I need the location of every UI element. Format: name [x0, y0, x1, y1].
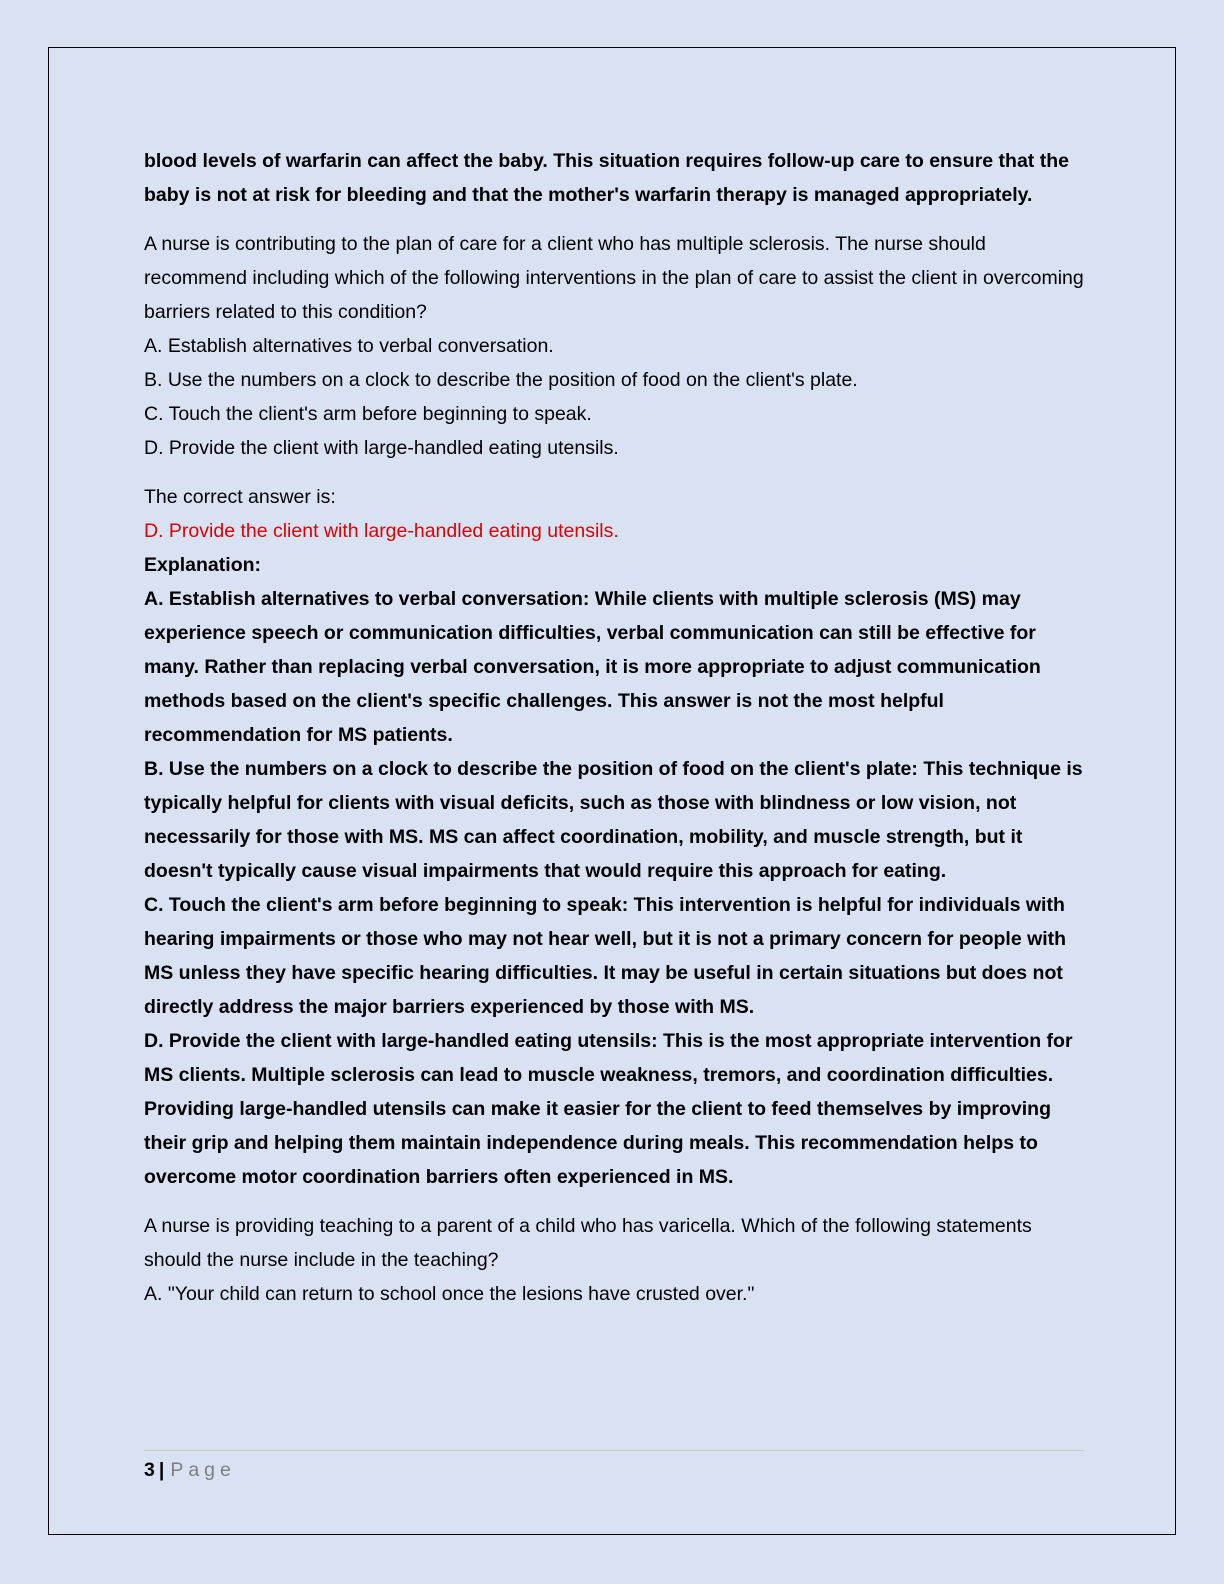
question-1-option-b: B. Use the numbers on a clock to describe the position of food on the client's plate. — [144, 369, 858, 391]
page-number: 3 — [144, 1459, 155, 1481]
continued-explanation-text: blood levels of warfarin can affect the baby. This situation requires follow-up care to ensure that the baby is not at risk for bleeding and that the mother's warfarin therapy is managed appropriately. — [144, 150, 1069, 206]
document-content — [144, 144, 1084, 1326]
question-1 — [144, 227, 1084, 465]
question-1-option-c: C. Touch the client's arm before beginning to speak. — [144, 403, 592, 425]
page-footer — [144, 1456, 236, 1484]
explanation-label: Explanation: — [144, 554, 262, 576]
explanation-d: D. Provide the client with large-handled eating utensils: This is the most appropriate intervention for MS clients. Multiple sclerosis can lead to muscle weakness, tremors, and coordination difficulties. Providing large-handled utensils can make it easier for the client to feed themselves by improving their grip and helping them maintain independence during meals. This recommendation helps to overcome motor coordination barriers often experienced in MS. — [144, 1030, 1073, 1188]
footer-separator: | — [158, 1459, 165, 1481]
explanation-c: C. Touch the client's arm before beginning to speak: This intervention is helpful for individuals with hearing impairments or those who may not hear well, but it is not a primary concern for people with MS unless they have specific hearing difficulties. It may be useful in certain situations but does not directly address the major barriers experienced by those with MS. — [144, 894, 1067, 1018]
explanation-b: B. Use the numbers on a clock to describe the position of food on the client's plate: This technique is typically helpful for clients with visual deficits, such as those with blindness or low vision, not necessarily for those with MS. MS can affect coordination, mobility, and muscle strength, but it doesn't typically cause visual impairments that would require this approach for eating. — [144, 758, 1083, 882]
question-2 — [144, 1209, 1084, 1311]
page-word: Page — [170, 1459, 236, 1481]
continued-explanation — [144, 144, 1084, 212]
question-1-answer-section — [144, 480, 1084, 1194]
question-2-option-a: A. "Your child can return to school once the lesions have crusted over." — [144, 1283, 755, 1305]
footer-divider — [144, 1450, 1084, 1451]
explanation-a: A. Establish alternatives to verbal conversation: While clients with multiple sclerosis (MS) may experience speech or communication difficulties, verbal communication can still be effective for many. Rather than replacing verbal conversation, it is more appropriate to adjust communication methods based on the client's specific challenges. This answer is not the most helpful recommendation for MS patients. — [144, 588, 1041, 746]
question-1-stem: A nurse is contributing to the plan of care for a client who has multiple sclerosis. The nurse should recommend including which of the following interventions in the plan of care to assist the client in overcoming barriers related to this condition? — [144, 233, 1084, 323]
correct-answer: D. Provide the client with large-handled eating utensils. — [144, 520, 619, 542]
answer-label: The correct answer is: — [144, 486, 336, 508]
question-1-option-d: D. Provide the client with large-handled eating utensils. — [144, 437, 619, 459]
question-2-stem: A nurse is providing teaching to a parent of a child who has varicella. Which of the following statements should the nurse include in the teaching? — [144, 1215, 1032, 1271]
question-1-option-a: A. Establish alternatives to verbal conversation. — [144, 335, 554, 357]
